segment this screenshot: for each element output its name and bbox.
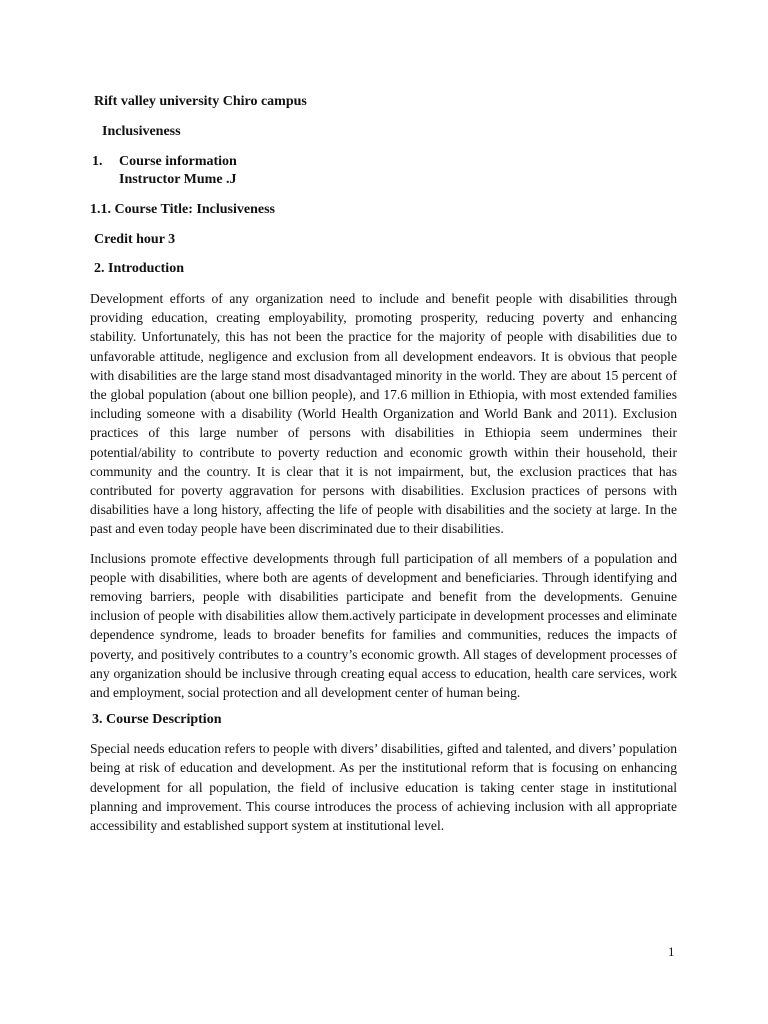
page-content <box>90 93 677 835</box>
course-info-list-item <box>90 153 677 189</box>
course-description-paragraph: Special needs education refers to people with divers’ disabilities, gifted and talented, and divers’ population being at risk of education and development. As per the institutional reform that is focusing on enhancing development for all population, the field of inclusive education is taking center stage in institutional planning and improvement. This course introduces the process of achieving inclusion with all appropriate accessibility and established support system at institutional level. <box>90 741 677 834</box>
instructor-line: Instructor Mume .J <box>119 172 237 187</box>
list-number: 1. <box>92 154 103 169</box>
course-title-line: 1.1. Course Title: Inclusiveness <box>90 202 275 217</box>
course-description-heading: 3. Course Description <box>92 712 222 728</box>
course-info-heading: Course information <box>119 154 237 169</box>
page-number: 1 <box>668 944 675 959</box>
introduction-heading: 2. Introduction <box>94 261 184 276</box>
course-name-heading: Inclusiveness <box>102 124 181 139</box>
credit-hour-line: Credit hour 3 <box>94 232 176 247</box>
introduction-paragraph-2: Inclusions promote effective developments through full participation of all members of a population and people with disabilities, where both are agents of development and beneficiaries. Through identifying and removing barriers, people with disabilities participate and benefit from the developments. Genuine inclusion of people with disabilities allow them.actively participate in development processes and eliminate dependence syndrome, leads to broader benefits for families and communities, reduces the impacts of poverty, and positively contributes to a country’s economic growth. All stages of development processes of any organization should be inclusive through creating equal access to education, health care services, work and employment, social protection and all development center of human being. <box>90 550 677 701</box>
university-heading: Rift valley university Chiro campus <box>94 94 307 109</box>
introduction-paragraph-1: Development efforts of any organization need to include and benefit people with disabilities through providing education, creating employability, promoting prosperity, reducing poverty and enhancing stability. Unfortunately, this has not been the practice for the majority of people with disabilities due to unfavorable attitude, negligence and exclusion from all development endeavors. It is obvious that people with disabilities are the large stand most disadvantaged minority in the world. They are about 15 percent of the global population (about one billion people), and 17.6 million in Ethiopia, with most extended families including someone with a disability (World Health Organization and World Bank and 2011). Exclusion practices of this large number of persons with disabilities in Ethiopia seem undermines their potential/ability to contribute to poverty reduction and economic growth within their household, their community and the country. It is clear that it is not impairment, but, the exclusion practices that has contributed for poverty aggravation for persons with disabilities. Exclusion practices of persons with disabilities have a long history, affecting the life of people with disabilities and the society at large. In the past and even today people have been discriminated due to their disabilities. <box>90 291 677 537</box>
